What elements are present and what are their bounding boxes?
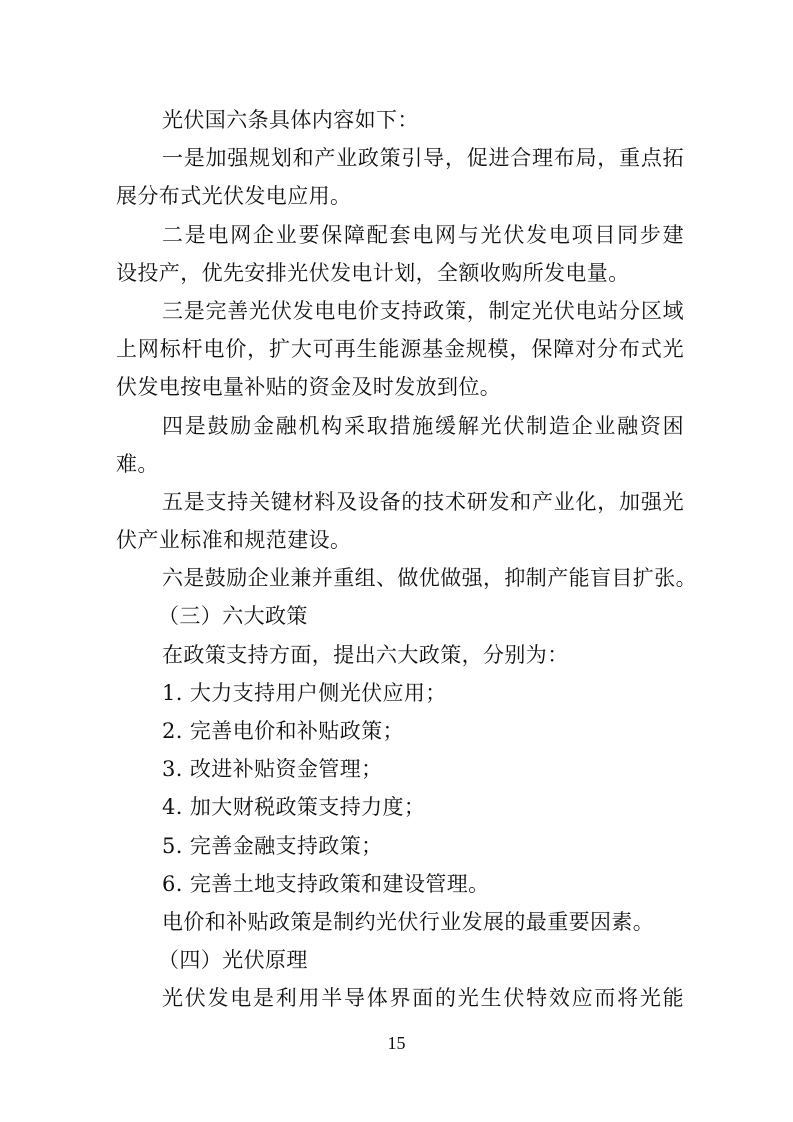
text-line-principle: 光伏发电是利用半导体界面的光生伏特效应而将光能 <box>162 986 684 1011</box>
text-line-item-6: 六是鼓励企业兼并重组、做优做强，抑制产能盲目扩张。 <box>162 566 697 591</box>
text-line-key-factor: 电价和补贴政策是制约光伏行业发展的最重要因素。 <box>162 909 655 934</box>
text-line-item-1-b: 展分布式光伏发电应用。 <box>116 184 352 209</box>
text-line-item-4-b: 难。 <box>116 451 159 476</box>
list-item-policy-5: 5. 完善金融支持政策； <box>162 833 383 858</box>
text-line-intro: 光伏国六条具体内容如下： <box>162 108 419 132</box>
list-item-policy-3: 3. 改进补贴资金管理； <box>162 757 383 782</box>
text-line-item-3-c: 伏发电按电量补贴的资金及时发放到位。 <box>116 375 502 400</box>
text-line-item-5-a: 五是支持关键材料及设备的技术研发和产业化，加强光 <box>162 489 684 514</box>
page-number: 15 <box>387 1033 406 1053</box>
list-item-policy-4: 4. 加大财税政策支持力度； <box>162 795 426 820</box>
text-line-item-3-b: 上网标杆电价，扩大可再生能源基金规模，保障对分布式光 <box>116 337 684 362</box>
text-line-item-2-a: 二是电网企业要保障配套电网与光伏发电项目同步建 <box>162 222 684 247</box>
text-line-item-5-b: 伏产业标准和规范建设。 <box>116 528 352 553</box>
text-line-policies-intro: 在政策支持方面，提出六大政策，分别为： <box>162 642 569 667</box>
list-item-policy-2: 2. 完善电价和补贴政策； <box>162 719 404 743</box>
text-line-item-4-a: 四是鼓励金融机构采取措施缓解光伏制造企业融资困 <box>162 413 684 438</box>
section-heading-principle: （四）光伏原理 <box>158 948 308 973</box>
document-body <box>116 101 697 1018</box>
section-heading-policies: （三）六大政策 <box>158 604 308 629</box>
list-item-policy-1: 1. 大力支持用户侧光伏应用； <box>162 680 447 705</box>
text-line-item-2-b: 设投产，优先安排光伏发电计划，全额收购所发电量。 <box>116 260 630 285</box>
text-line-item-3-a: 三是完善光伏发电电价支持政策，制定光伏电站分区域 <box>162 298 684 323</box>
list-item-policy-6: 6. 完善土地支持政策和建设管理。 <box>162 871 490 896</box>
text-line-item-1-a: 一是加强规划和产业政策引导，促进合理布局，重点拓 <box>162 146 684 171</box>
